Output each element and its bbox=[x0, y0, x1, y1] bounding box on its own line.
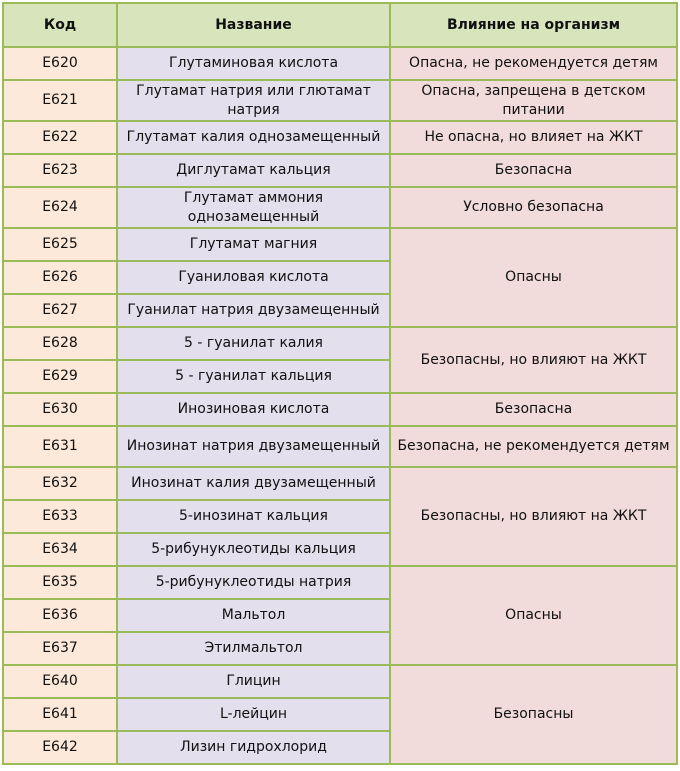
cell-effect: Безопасна bbox=[391, 394, 678, 427]
table-row bbox=[2, 427, 678, 468]
cell-code: Е631 bbox=[2, 427, 118, 468]
cell-code: Е634 bbox=[2, 534, 118, 567]
table-row bbox=[2, 666, 678, 699]
cell-code: Е635 bbox=[2, 567, 118, 600]
cell-name: 5-рибунуклеотиды кальция bbox=[118, 534, 391, 567]
cell-effect: Безопасны, но влияют на ЖКТ bbox=[391, 468, 678, 567]
cell-effect: Безопасна bbox=[391, 155, 678, 188]
cell-effect: Условно безопасна bbox=[391, 188, 678, 229]
cell-code: Е629 bbox=[2, 361, 118, 394]
cell-effect: Безопасны, но влияют на ЖКТ bbox=[391, 328, 678, 394]
cell-name: Глутамат аммония однозамещенный bbox=[118, 188, 391, 229]
cell-name: Инозинат натрия двузамещенный bbox=[118, 427, 391, 468]
table-row bbox=[2, 122, 678, 155]
cell-code: Е637 bbox=[2, 633, 118, 666]
cell-code: Е625 bbox=[2, 229, 118, 262]
cell-code: Е624 bbox=[2, 188, 118, 229]
cell-code: Е628 bbox=[2, 328, 118, 361]
cell-name: Гуаниловая кислота bbox=[118, 262, 391, 295]
table-row bbox=[2, 567, 678, 600]
cell-effect: Опасна, не рекомендуется детям bbox=[391, 48, 678, 81]
additives-table-wrapper bbox=[2, 2, 678, 765]
cell-name: Лизин гидрохлорид bbox=[118, 732, 391, 765]
cell-code: Е632 bbox=[2, 468, 118, 501]
cell-effect: Опасны bbox=[391, 567, 678, 666]
cell-effect: Опасны bbox=[391, 229, 678, 328]
cell-code: Е630 bbox=[2, 394, 118, 427]
cell-name: 5 - гуанилат калия bbox=[118, 328, 391, 361]
header-name: Название bbox=[118, 2, 391, 48]
cell-code: Е627 bbox=[2, 295, 118, 328]
cell-effect: Не опасна, но влияет на ЖКТ bbox=[391, 122, 678, 155]
cell-name: Этилмальтол bbox=[118, 633, 391, 666]
cell-code: Е622 bbox=[2, 122, 118, 155]
cell-code: Е641 bbox=[2, 699, 118, 732]
cell-code: Е623 bbox=[2, 155, 118, 188]
cell-effect: Безопасны bbox=[391, 666, 678, 765]
table-row bbox=[2, 81, 678, 122]
table-row bbox=[2, 155, 678, 188]
cell-name: 5-инозинат кальция bbox=[118, 501, 391, 534]
cell-code: Е620 bbox=[2, 48, 118, 81]
cell-name: Глутамат калия однозамещенный bbox=[118, 122, 391, 155]
cell-name: Гуанилат натрия двузамещенный bbox=[118, 295, 391, 328]
cell-name: 5-рибунуклеотиды натрия bbox=[118, 567, 391, 600]
table-row bbox=[2, 188, 678, 229]
cell-code: Е621 bbox=[2, 81, 118, 122]
header-effect: Влияние на организм bbox=[391, 2, 678, 48]
table-row bbox=[2, 328, 678, 361]
cell-effect: Опасна, запрещена в детском питании bbox=[391, 81, 678, 122]
cell-code: Е626 bbox=[2, 262, 118, 295]
cell-name: 5 - гуанилат кальция bbox=[118, 361, 391, 394]
cell-name: L-лейцин bbox=[118, 699, 391, 732]
additives-table bbox=[2, 2, 678, 765]
header-code: Код bbox=[2, 2, 118, 48]
cell-name: Инозиновая кислота bbox=[118, 394, 391, 427]
header-row bbox=[2, 2, 678, 48]
cell-code: Е633 bbox=[2, 501, 118, 534]
cell-name: Мальтол bbox=[118, 600, 391, 633]
cell-effect: Безопасна, не рекомендуется детям bbox=[391, 427, 678, 468]
cell-name: Глутамат натрия или глютамат натрия bbox=[118, 81, 391, 122]
cell-name: Глицин bbox=[118, 666, 391, 699]
table-row bbox=[2, 468, 678, 501]
table-row bbox=[2, 48, 678, 81]
cell-code: Е640 bbox=[2, 666, 118, 699]
cell-name: Глутамат магния bbox=[118, 229, 391, 262]
cell-code: Е642 bbox=[2, 732, 118, 765]
table-row bbox=[2, 394, 678, 427]
cell-name: Диглутамат кальция bbox=[118, 155, 391, 188]
cell-name: Инозинат калия двузамещенный bbox=[118, 468, 391, 501]
cell-name: Глутаминовая кислота bbox=[118, 48, 391, 81]
table-row bbox=[2, 229, 678, 262]
cell-code: Е636 bbox=[2, 600, 118, 633]
